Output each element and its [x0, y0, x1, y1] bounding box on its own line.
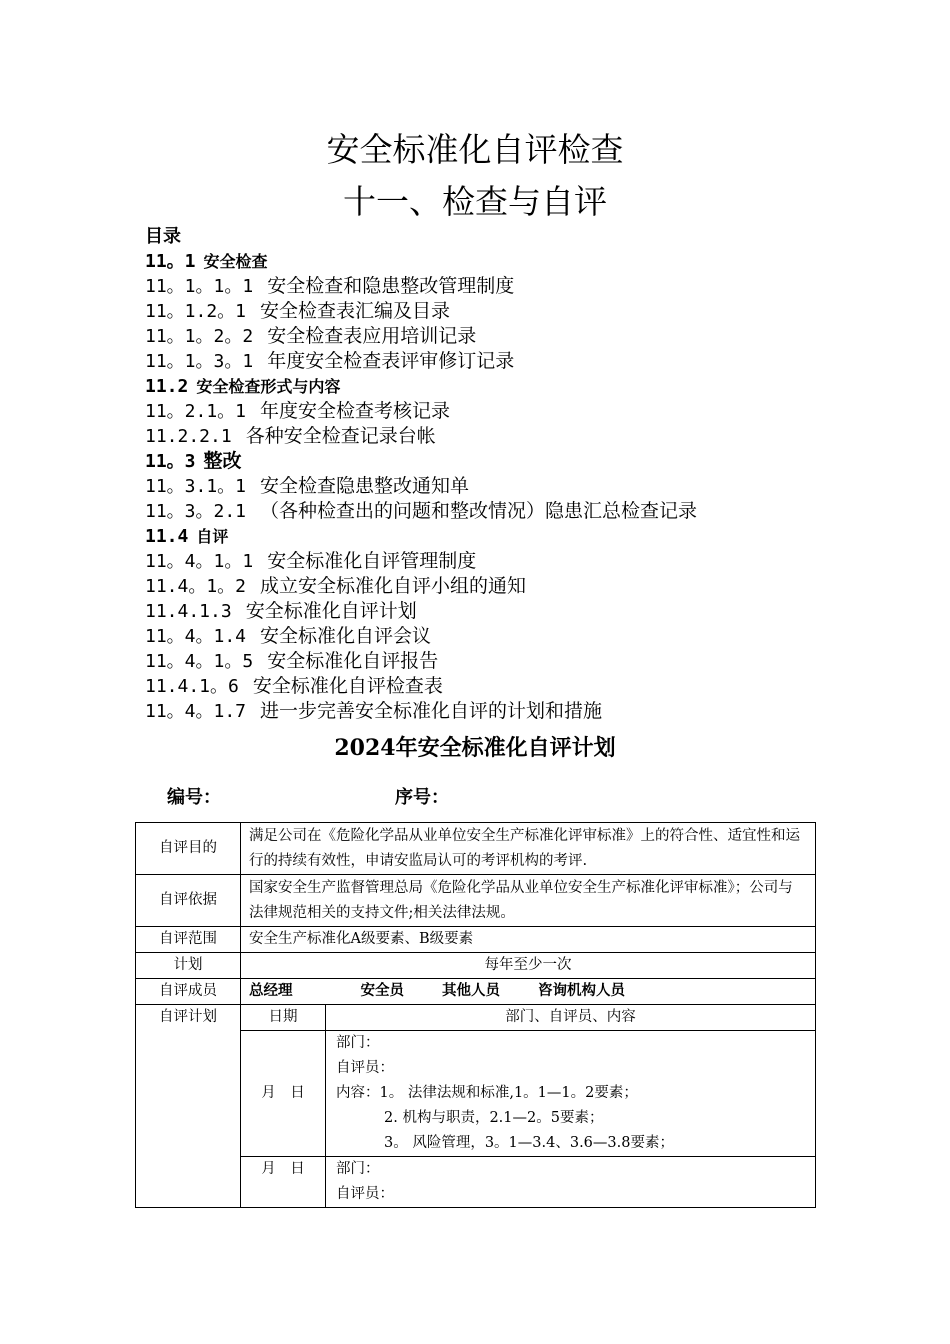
chapter-title: 十一、检查与自评	[343, 182, 607, 221]
entry-evaluator: 自评员：	[336, 1186, 394, 1202]
table-row	[136, 875, 816, 927]
toc-item-number: 11。2.1。1	[145, 401, 247, 422]
member-others: 其他人员	[442, 983, 500, 999]
toc-item-text: 成立安全标准化自评小组的通知	[260, 575, 527, 597]
toc-item	[145, 374, 865, 399]
plan-title: 2024年安全标准化自评计划	[334, 735, 616, 761]
toc-item-number: 11.4	[145, 526, 189, 547]
member-general-manager: 总经理	[249, 983, 293, 999]
toc-item	[145, 524, 865, 549]
toc-heading: 目录	[145, 226, 181, 247]
toc-item-number: 11.4.1。6	[145, 676, 239, 697]
basis-text: 国家安全生产监督管理总局《危险化学品从业单位安全生产标准化评审标准》；公司与法律规范相关的支持文件;相关法律法规。	[241, 875, 816, 927]
toc-item-number: 11。3。2.1	[145, 501, 247, 522]
entry-date: 月 日	[241, 1031, 326, 1157]
toc-item-text: 安全标准化自评管理制度	[267, 550, 477, 572]
toc-item	[145, 349, 865, 374]
number-label: 编号：	[167, 787, 221, 808]
table-row	[136, 979, 816, 1005]
toc-item-text: 年度安全检查考核记录	[260, 400, 451, 422]
purpose-label: 自评目的	[136, 823, 241, 875]
toc-item-number: 11.2.2.1	[145, 426, 232, 447]
purpose-text: 满足公司在《危险化学品从业单位安全生产标准化评审标准》上的符合性、适宜性和运行的持续有效性，申请安监局认可的考评机构的考评.	[241, 823, 816, 875]
entry-content	[326, 1157, 816, 1208]
toc-item-number: 11。3.1。1	[145, 476, 247, 497]
toc-item	[145, 599, 865, 624]
serial-label: 序号：	[395, 787, 449, 808]
toc-item-number: 11.2	[145, 376, 189, 397]
entry-content	[326, 1031, 816, 1157]
toc-list	[145, 249, 865, 724]
toc-item-text: 安全标准化自评计划	[245, 600, 417, 622]
member-consultants: 咨询机构人员	[538, 983, 625, 999]
entry-dept: 部门：	[336, 1161, 380, 1177]
toc-item	[145, 399, 865, 424]
toc-item-number: 11。1。1。1	[145, 276, 254, 297]
table-row	[136, 823, 816, 875]
toc-item-text: 安全标准化自评报告	[267, 650, 439, 672]
toc-item	[145, 424, 865, 449]
table-of-contents	[145, 224, 865, 724]
toc-item-text: （各种检查出的问题和整改情况）隐患汇总检查记录	[260, 500, 698, 522]
document-title: 安全标准化自评检查	[326, 130, 624, 169]
toc-item	[145, 649, 865, 674]
entry-content-line-3: 3。 风险管理，3。1—3.4、3.6—3.8要素；	[384, 1135, 674, 1151]
table-row	[136, 1005, 816, 1031]
member-safety-officer: 安全员	[360, 983, 404, 999]
toc-item-text: 进一步完善安全标准化自评的计划和措施	[260, 700, 603, 722]
toc-item-number: 11。3	[145, 451, 196, 472]
toc-item	[145, 499, 865, 524]
date-header: 日期	[241, 1005, 326, 1031]
toc-item-text: 安全检查和隐患整改管理制度	[267, 275, 515, 297]
toc-item-text: 年度安全检查表评审修订记录	[267, 350, 515, 372]
members-list	[241, 979, 816, 1005]
toc-item-text: 安全检查形式与内容	[196, 377, 341, 396]
toc-item-number: 11。4。1.4	[145, 626, 247, 647]
toc-item	[145, 549, 865, 574]
table-row	[136, 927, 816, 953]
toc-item	[145, 699, 865, 724]
schedule-text: 每年至少一次	[241, 953, 816, 979]
toc-item-number: 11。4。1。5	[145, 651, 254, 672]
schedule-label: 计划	[136, 953, 241, 979]
toc-item	[145, 474, 865, 499]
toc-item	[145, 299, 865, 324]
toc-item-text: 安全检查表应用培训记录	[267, 325, 477, 347]
toc-item	[145, 249, 865, 274]
basis-label: 自评依据	[136, 875, 241, 927]
toc-item-number: 11.4。1。2	[145, 576, 247, 597]
entry-date: 月 日	[241, 1157, 326, 1208]
toc-item-number: 11。1	[145, 251, 196, 272]
toc-item-number: 11。1。3。1	[145, 351, 254, 372]
toc-item-number: 11。4。1.7	[145, 701, 247, 722]
toc-item	[145, 274, 865, 299]
toc-item	[145, 674, 865, 699]
toc-item-text: 安全标准化自评会议	[260, 625, 432, 647]
entry-content-line-1: 内容：1。 法律法规和标准,1。1—1。2要素；	[336, 1085, 638, 1101]
toc-item-text: 安全检查	[203, 252, 268, 271]
entry-dept: 部门：	[336, 1035, 380, 1051]
toc-item	[145, 574, 865, 599]
content-header: 部门、自评员、内容	[326, 1005, 816, 1031]
plan-label: 自评计划	[136, 1005, 241, 1208]
entry-evaluator: 自评员：	[336, 1060, 394, 1076]
table-row	[136, 953, 816, 979]
toc-item-text: 整改	[203, 450, 242, 472]
scope-text: 安全生产标准化A级要素、B级要素	[241, 927, 816, 953]
toc-item-number: 11.4.1.3	[145, 601, 232, 622]
toc-item-text: 安全检查隐患整改通知单	[260, 475, 470, 497]
toc-item-number: 11。1。2。2	[145, 326, 254, 347]
self-evaluation-plan-table	[135, 822, 816, 1208]
toc-item	[145, 449, 865, 474]
toc-item-text: 安全检查表汇编及目录	[260, 300, 451, 322]
scope-label: 自评范围	[136, 927, 241, 953]
toc-item-number: 11。1.2。1	[145, 301, 247, 322]
toc-item-text: 各种安全检查记录台帐	[245, 425, 436, 447]
toc-item-text: 自评	[196, 527, 229, 546]
toc-item	[145, 324, 865, 349]
members-label: 自评成员	[136, 979, 241, 1005]
toc-item-number: 11。4。1。1	[145, 551, 254, 572]
toc-item-text: 安全标准化自评检查表	[252, 675, 443, 697]
entry-content-line-2: 2. 机构与职责，2.1—2。5要素；	[384, 1110, 604, 1126]
toc-item	[145, 624, 865, 649]
